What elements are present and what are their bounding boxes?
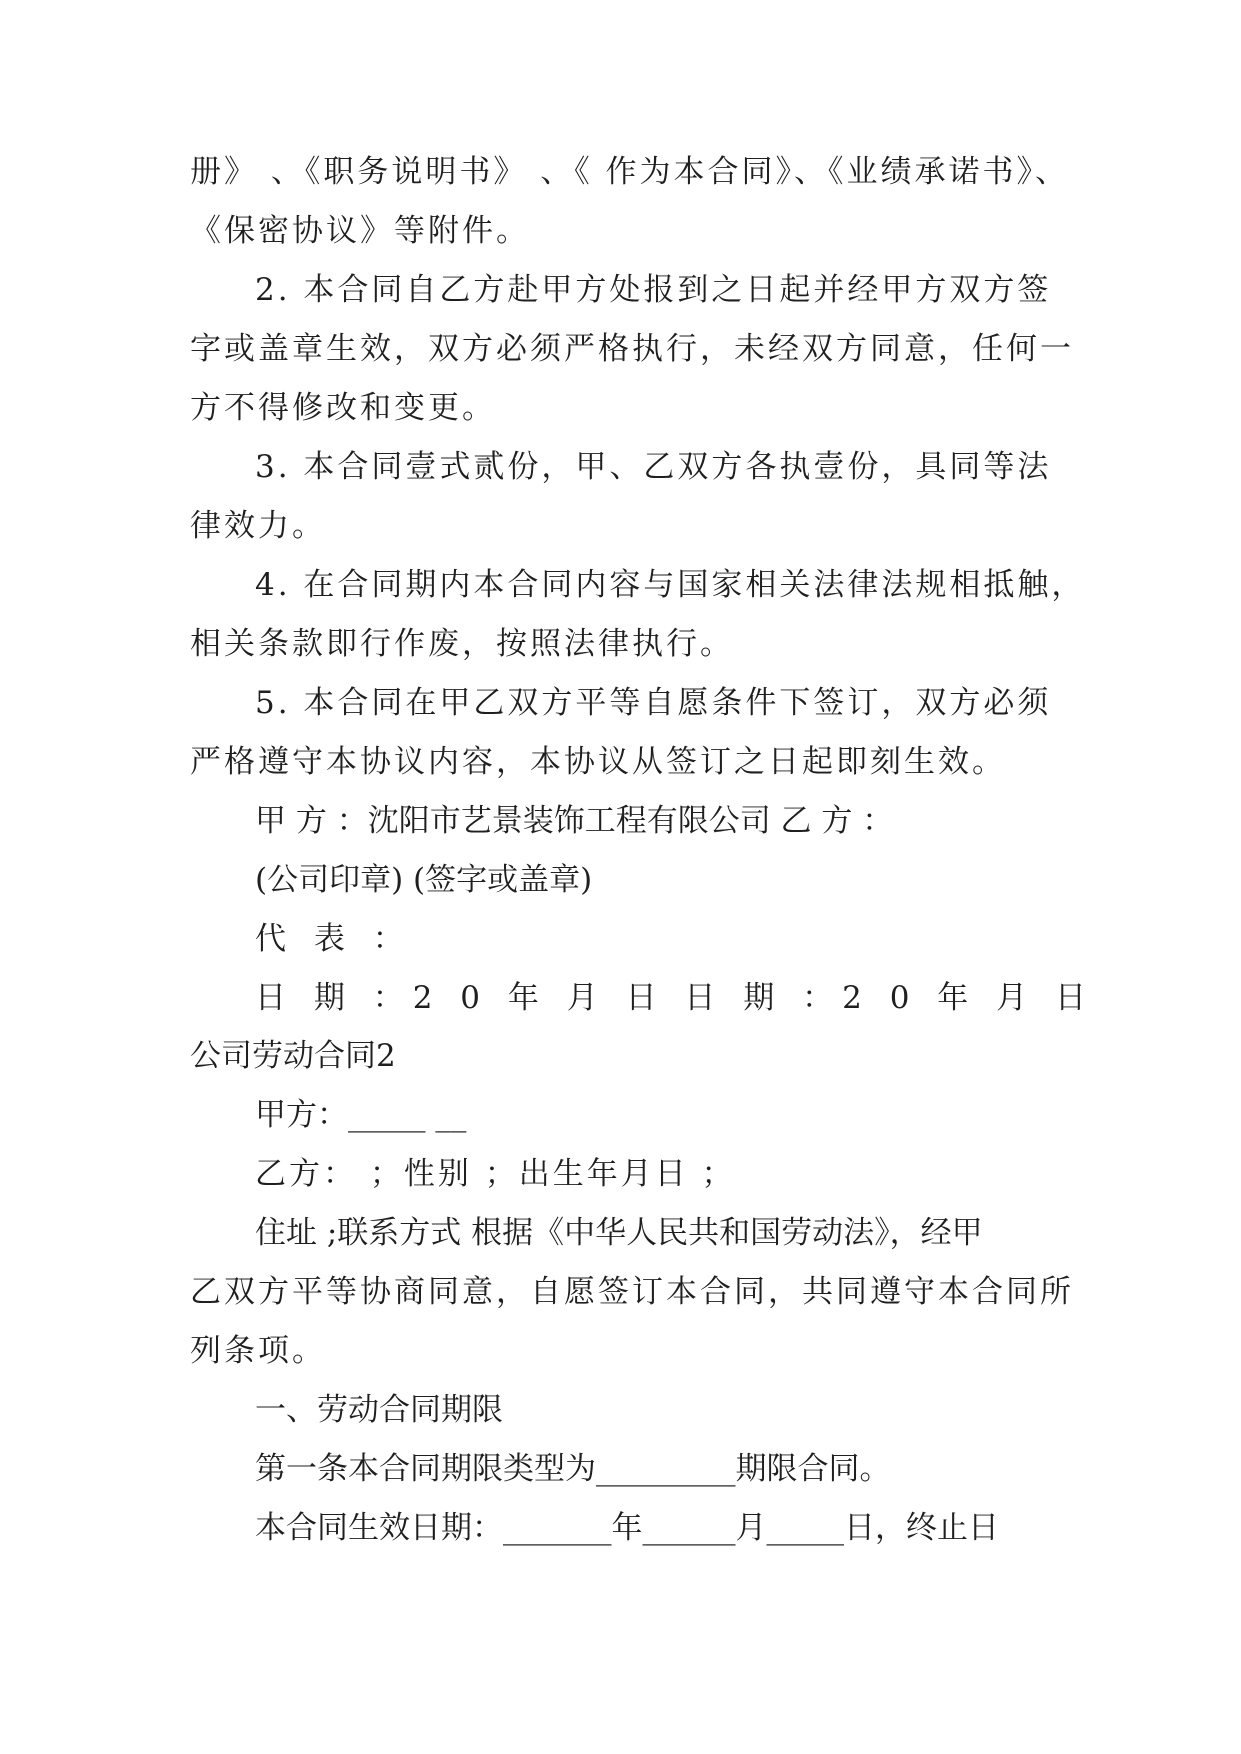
clause-5-line-2: 严格遵守本协议内容，本协议从签订之日起即刻生效。 <box>190 744 1006 780</box>
text-line-1: 册》 、《职务说明书》 、《 作为本合同》、《业绩承诺书》、 <box>190 154 1070 190</box>
seal-line: (公司印章) (签字或盖章) <box>255 862 593 898</box>
party-a-blank-line: 甲方：_____ __ <box>255 1097 467 1133</box>
address-line-1: 住址 ;联系方式 根据《中华人民共和国劳动法》，经甲 <box>255 1215 983 1251</box>
clause-5-line-1: 5. 本合同在甲乙双方平等自愿条件下签订，双方必须 <box>255 685 1052 721</box>
clause-2-line-3: 方不得修改和变更。 <box>190 390 496 426</box>
article-1-line: 第一条本合同期限类型为_________期限合同。 <box>255 1451 891 1487</box>
date-line: 日 期 ：2 0 年 月 日 日 期 ：2 0 年 月 日 <box>255 980 1095 1016</box>
party-b-line: 乙方： ；性别 ；出生年月日 ； <box>255 1156 736 1192</box>
text-line-2: 《保密协议》等附件。 <box>190 213 530 249</box>
section-title: 公司劳动合同2 <box>190 1038 396 1074</box>
party-a-line: 甲 方 ：沈阳市艺景装饰工程有限公司 乙 方 ： <box>255 803 894 839</box>
clause-2-line-2: 字或盖章生效，双方必须严格执行，未经双方同意，任何一 <box>190 331 1074 367</box>
section-heading: 一、劳动合同期限 <box>255 1392 503 1428</box>
address-line-3: 列条项。 <box>190 1333 326 1369</box>
clause-4-line-1: 4. 在合同期内本合同内容与国家相关法律法规相抵触， <box>255 567 1086 603</box>
effective-date-line: 本合同生效日期：_______年______月_____日，终止日 <box>255 1510 999 1546</box>
clause-2-line-1: 2. 本合同自乙方赴甲方处报到之日起并经甲方双方签 <box>255 272 1052 308</box>
clause-4-line-2: 相关条款即行作废，按照法律执行。 <box>190 626 734 662</box>
address-line-2: 乙双方平等协商同意，自愿签订本合同，共同遵守本合同所 <box>190 1274 1074 1310</box>
clause-3-line-2: 律效力。 <box>190 508 326 544</box>
representative-line: 代 表 ： <box>255 921 413 957</box>
clause-3-line-1: 3. 本合同壹式贰份，甲、乙双方各执壹份，具同等法 <box>255 449 1052 485</box>
